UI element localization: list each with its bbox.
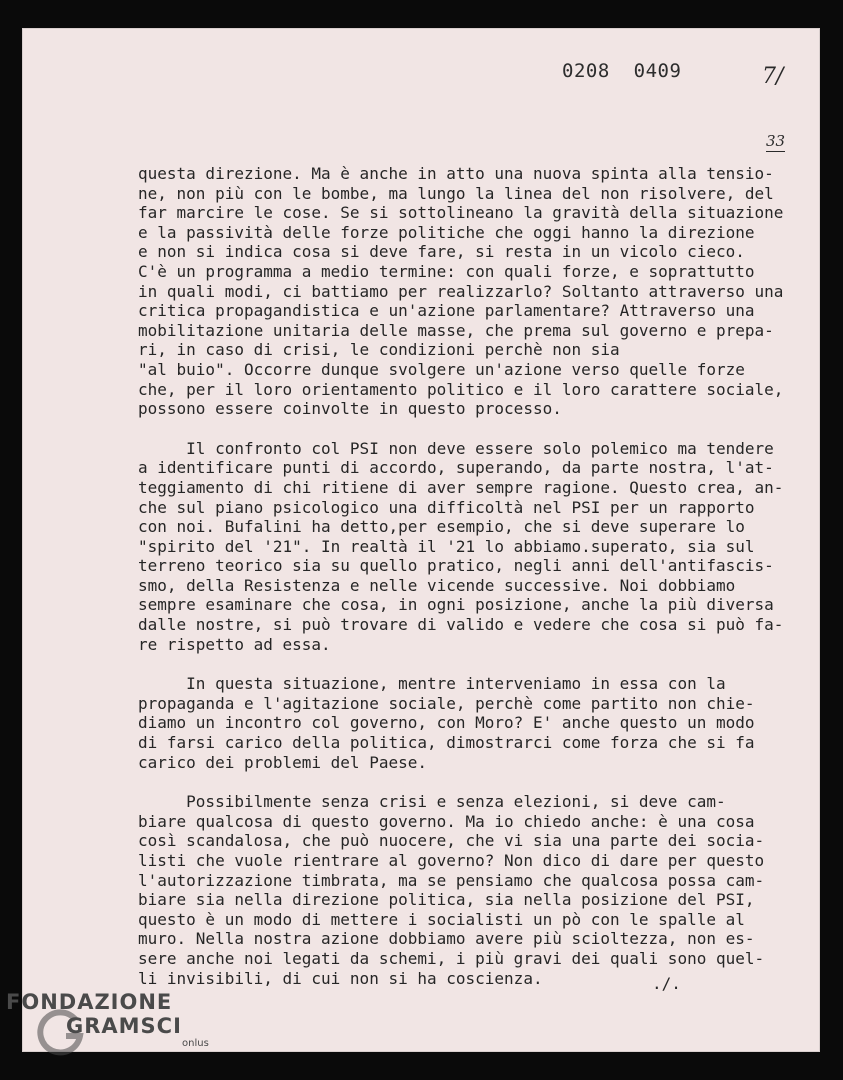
text-line: e la passività delle forze politiche che oggi hanno la direzione: [138, 222, 755, 242]
text-line: li invisibili, di cui non si ha coscienza.: [138, 968, 543, 988]
text-line: sere anche noi legati da schemi, i più gravi dei quali sono quel-: [138, 948, 765, 968]
text-line: muro. Nella nostra azione dobbiamo avere più scioltezza, non es-: [138, 929, 755, 949]
text-line: a identificare punti di accordo, superando, da parte nostra, l'at-: [138, 458, 774, 478]
text-line: carico dei problemi del Paese.: [138, 752, 427, 772]
text-line: questa direzione. Ma è anche in atto una nuova spinta alla tensio-: [138, 164, 774, 183]
document-body: [138, 164, 786, 1008]
text-line: C'è un programma a medio termine: con quali forze, e soprattutto: [138, 261, 755, 281]
text-line: far marcire le cose. Se si sottolineano la gravità della situazione: [138, 203, 784, 223]
text-line: critica propagandistica e un'azione parlamentare? Attraverso una: [138, 301, 755, 321]
text-line: con noi. Bufalini ha detto,per esempio, che si deve superare lo: [138, 517, 745, 537]
logo-text-line2: GRAMSCI: [66, 1014, 182, 1038]
text-line: dalle nostre, si può trovare di valido e vedere che cosa si può fa-: [138, 615, 784, 635]
logo-g-icon: [36, 1006, 88, 1058]
text-line: Il confronto col PSI non deve essere solo polemico ma tendere: [138, 438, 774, 458]
text-line: In questa situazione, mentre interveniamo in essa con la: [138, 674, 726, 694]
text-line: e non si indica cosa si deve fare, si resta in un vicolo cieco.: [138, 242, 745, 262]
text-line: in quali modi, ci battiamo per realizzarlo? Soltanto attraverso una: [138, 281, 784, 301]
text-line: smo, della Resistenza e nelle vicende successive. Noi dobbiamo: [138, 575, 736, 595]
text-line: teggiamento di chi ritiene di aver sempre ragione. Questo crea, an-: [138, 477, 784, 497]
document-page: [22, 28, 820, 1052]
text-line: di farsi carico della politica, dimostrarci come forza che si fa: [138, 733, 755, 753]
paragraph-1: [138, 164, 786, 419]
text-line: listi che vuole rientrare al governo? Non dico di dare per questo: [138, 851, 765, 870]
text-line: così scandalosa, che può nuocere, che vi sia una parte dei socia-: [138, 831, 765, 851]
text-line: l'autorizzazione timbrata, ma se pensiamo che qualcosa possa cam-: [138, 870, 765, 890]
text-line: questo è un modo di mettere i socialisti un pò con le spalle al: [138, 909, 745, 929]
logo-subtext: onlus: [182, 1038, 209, 1049]
text-line: ri, in caso di crisi, le condizioni perchè non sia: [138, 340, 620, 360]
handwritten-mark: 7/: [762, 64, 784, 89]
text-line: che, per il loro orientamento politico e il loro carattere sociale,: [138, 379, 784, 399]
paragraph-3: [138, 674, 786, 772]
page-number: 33: [766, 132, 786, 150]
text-line: Possibilmente senza crisi e senza elezioni, si deve cam-: [138, 792, 726, 812]
archive-number: 0208 0409: [562, 60, 682, 82]
logo-text-line1: FONDAZIONE: [6, 990, 173, 1014]
foundation-logo: [6, 990, 209, 1050]
text-line: sempre esaminare che cosa, in ogni posizione, anche la più diversa: [138, 595, 774, 615]
text-line: possono essere coinvolte in questo processo.: [138, 399, 562, 419]
paragraph-2: [138, 439, 786, 655]
text-line: terreno teorico sia su quello pratico, negli anni dell'antifascis-: [138, 556, 774, 576]
text-line: diamo un incontro col governo, con Moro? E' anche questo un modo: [138, 713, 755, 733]
continuation-mark: ./.: [652, 974, 681, 993]
text-line: mobilitazione unitaria delle masse, che prema sul governo e prepa-: [138, 320, 774, 340]
text-line: re rispetto ad essa.: [138, 634, 331, 654]
text-line: "spirito del '21". In realtà il '21 lo abbiamo.superato, sia sul: [138, 536, 755, 556]
text-line: biare sia nella direzione politica, sia nella posizione del PSI,: [138, 890, 755, 910]
text-line: che sul piano psicologico una difficoltà nel PSI per un rapporto: [138, 497, 755, 517]
text-line: propaganda e l'agitazione sociale, perchè come partito non chie-: [138, 693, 755, 713]
paragraph-4: [138, 792, 786, 988]
text-line: "al buio". Occorre dunque svolgere un'azione verso quelle forze: [138, 359, 745, 379]
text-line: biare qualcosa di questo governo. Ma io chiedo anche: è una cosa: [138, 811, 755, 831]
text-line: ne, non più con le bombe, ma lungo la linea del non risolvere, del: [138, 183, 774, 203]
